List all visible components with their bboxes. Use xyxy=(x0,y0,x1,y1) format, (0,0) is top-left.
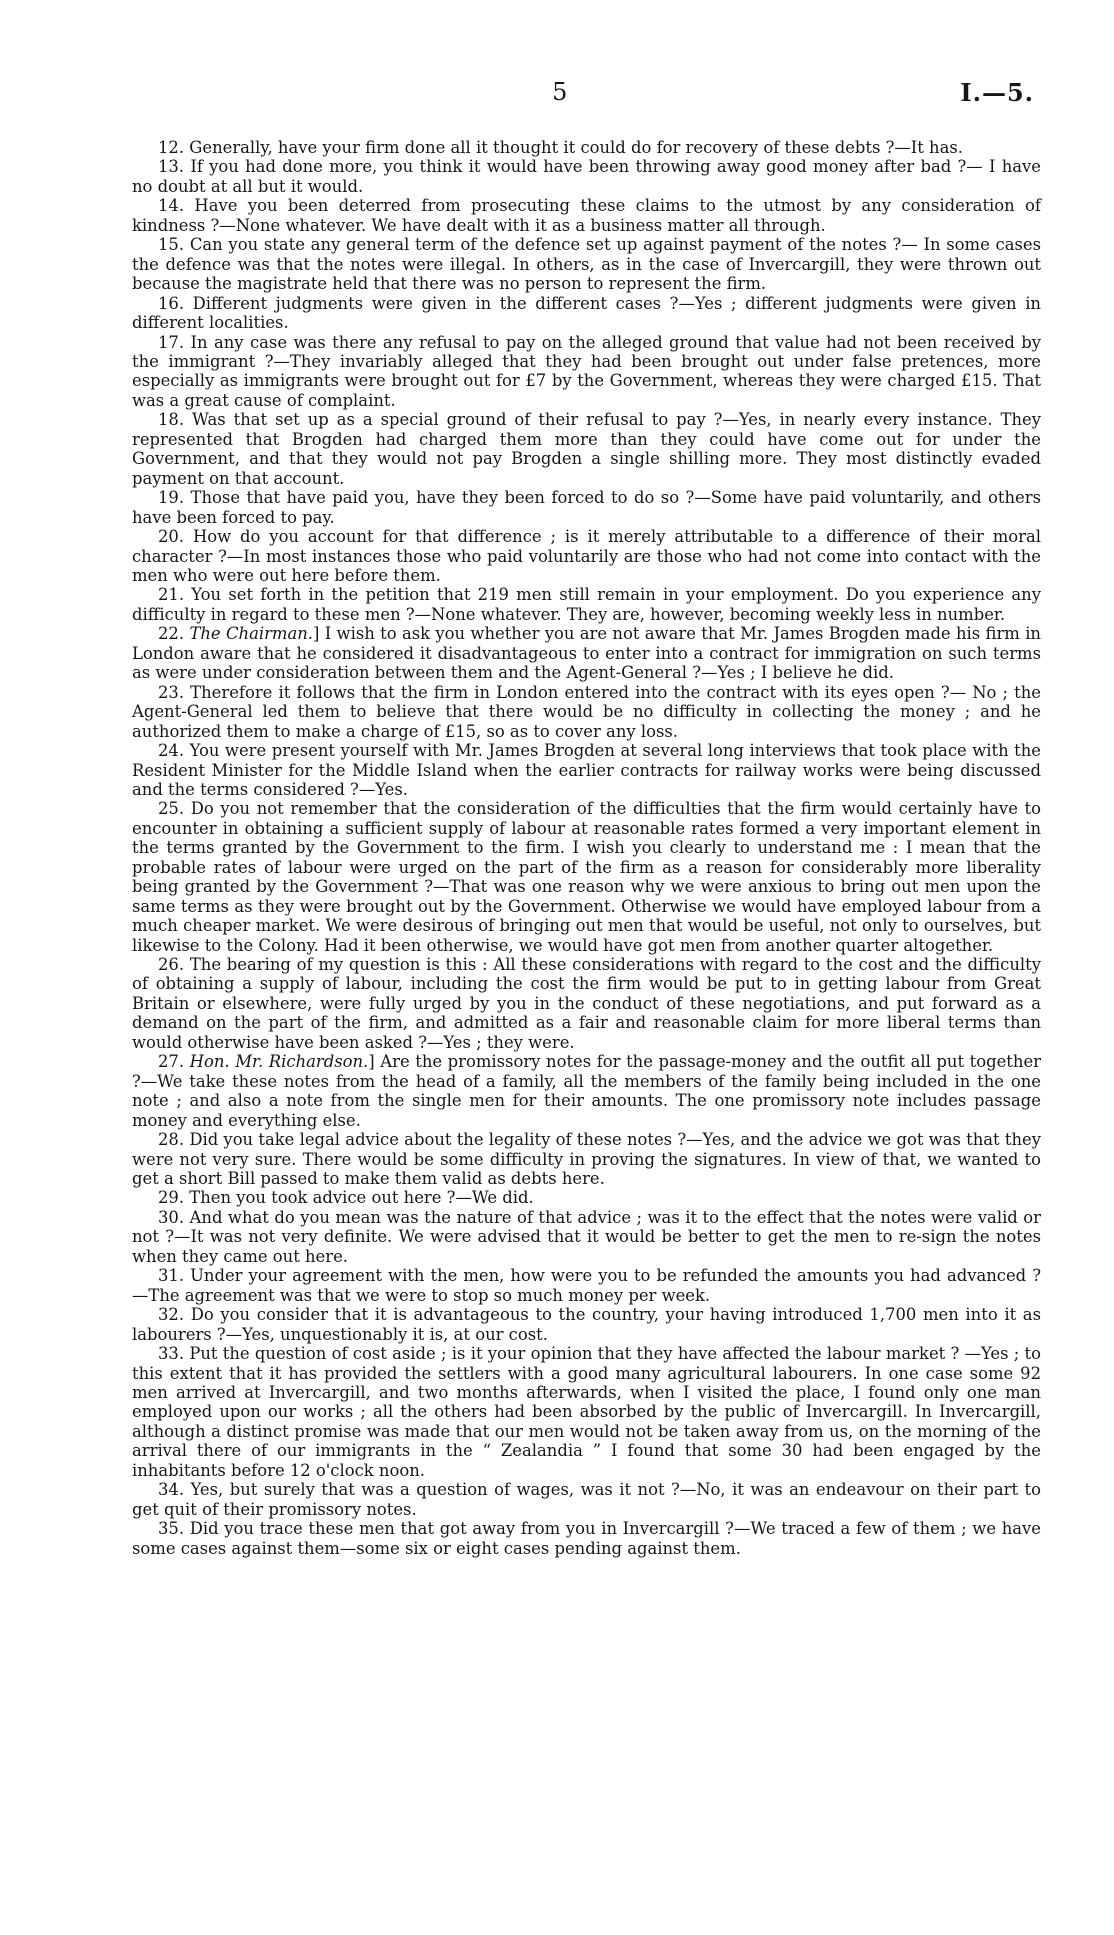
question-number: 27. xyxy=(158,1052,185,1072)
paragraph-q23: 23. Therefore it follows that the firm in London entered into the contract with its eyes open ?— No ; the Agent-General led them to believe that there would be no difficulty in collecting the money ; and he authorized them to make a charge of £15, so as to cover any loss. xyxy=(132,682,1041,741)
paragraph-q19: 19. Those that have paid you, have they been forced to do so ?—Some have paid voluntarily, and others have been forced to pay. xyxy=(132,488,1041,527)
paragraph-q29: 29. Then you took advice out here ?—We did. xyxy=(158,1188,534,1208)
paragraph-q12: 12. Generally, have your firm done all it thought it could do for recovery of these debts ?—It has. xyxy=(158,138,963,157)
evidence-text xyxy=(132,138,1041,1558)
paragraph-q35: 35. Did you trace these men that got away from you in Invercargill ?—We traced a few of them ; we have some cases against them—some six or eight cases pending against them. xyxy=(132,1519,1041,1558)
page-number: 5 xyxy=(552,78,568,106)
speaker-name: The Chairman. xyxy=(189,624,313,644)
paragraph-q15: 15. Can you state any general term of the defence set up against payment of the notes ?— In some cases the defence was that the notes were illegal. In others, as in the case of Invercargill, they were thrown out because the magistrate held that there was no person to represent the firm. xyxy=(132,235,1041,294)
paragraph-q30: 30. And what do you mean was the nature of that advice ; was it to the effect that the notes were valid or not ?—It was not very definite. We were advised that it would be better to get the men to re-sign the notes when they came out here. xyxy=(132,1207,1041,1266)
paragraph-q13: 13. If you had done more, you think it would have been throwing away good money after bad ?— I have no doubt at all but it would. xyxy=(132,157,1041,196)
paragraph-q18: 18. Was that set up as a special ground of their refusal to pay ?—Yes, in nearly every instance. They represented that Brogden had charged them more than they could have come out for under the Government, and that they would not pay Brogden a single shilling more. They most distinctly evaded payment on that account. xyxy=(132,410,1041,488)
paragraph-q14: 14. Have you been deterred from prosecuting these claims to the utmost by any consideration of kindness ?—None whatever. We have dealt with it as a business matter all through. xyxy=(132,196,1041,235)
paragraph-q34: 34. Yes, but surely that was a question of wages, was it not ?—No, it was an endeavour on their part to get quit of their promissory notes. xyxy=(132,1480,1041,1519)
paragraph-q16: 16. Different judgments were given in the different cases ?—Yes ; different judgments were given in different localities. xyxy=(132,293,1041,333)
paragraph-q26: 26. The bearing of my question is this : All these considerations with regard to the cost and the difficulty of obtaining a supply of labour, including the cost the firm would be put to in getting labour from Great Britain or elsewhere, were fully urged by you in the conduct of these negotiations, and put forward as a demand on the part of the firm, and admitted as a fair and reasonable claim for more liberal terms than would otherwise have been asked ?—Yes ; they were. xyxy=(132,955,1041,1052)
paragraph-q27 xyxy=(132,1052,1041,1130)
speaker-name: Hon. Mr. Richardson. xyxy=(189,1052,369,1072)
document-reference: I.—5. xyxy=(960,78,1034,107)
paragraph-q28: 28. Did you take legal advice about the legality of these notes ?—Yes, and the advice we got was that they were not very sure. There would be some difficulty in proving the signatures. In view of that, we wanted to get a short Bill passed to make them valid as debts here. xyxy=(132,1130,1041,1189)
paragraph-q24: 24. You were present yourself with Mr. James Brogden at several long interviews that took place with the Resident Minister for the Middle Island when the earlier contracts for railway works were being discussed and the terms considered ?—Yes. xyxy=(132,741,1041,799)
paragraph-q22 xyxy=(132,624,1041,682)
question-number: 22. xyxy=(158,624,185,644)
paragraph-body: ] I wish to ask you whether you are not aware that Mr. James Brogden made his firm in London aware that he considered it disadvantageous to enter into a contract for immigration on such terms as were under consideration between them and the Agent-General ?—Yes ; I believe he did. xyxy=(132,624,1041,683)
paragraph-q21: 21. You set forth in the petition that 219 men still remain in your employment. Do you experience any difficulty in regard to these men ?—None whatever. They are, however, becoming weekly less in number. xyxy=(132,585,1041,624)
paragraph-q25: 25. Do you not remember that the consideration of the difficulties that the firm would certainly have to encounter in obtaining a sufficient supply of labour at reasonable rates formed a very important element in the terms granted by the Government to the firm. I wish you clearly to understand me : I mean that the probable rates of labour were urged on the part of the firm as a reason for considerably more liberality being granted by the Government ?—That was one reason why we were anxious to bring out men upon the same terms as they were brought out by the Government. Otherwise we would have employed labour from a much cheaper market. We were desirous of bringing out men that would be useful, not only to ourselves, but likewise to the Colony. Had it been otherwise, we would have got men from another quarter altogether. xyxy=(132,799,1041,955)
paragraph-body: ] Are the promissory notes for the passage-money and the outfit all put together ?—We take these notes from the head of a family, all the members of the family being included in the one note ; and also a note from the single men for their amounts. The one promissory note includes passage money and everything else. xyxy=(132,1052,1041,1130)
paragraph-q20: 20. How do you account for that difference ; is it merely attributable to a difference of their moral character ?—In most instances those who paid voluntarily are those who had not come into contact with the men who were out here before them. xyxy=(132,527,1041,585)
paragraph-q33: 33. Put the question of cost aside ; is it your opinion that they have affected the labour market ? —Yes ; to this extent that it has provided the settlers with a good many agricultural labourers. In one case some 92 men arrived at Invercargill, and two months afterwards, when I visited the place, I found only one man employed upon our works ; all the others had been absorbed by the public of Invercargill. In Invercargill, although a distinct promise was made that our men would not be taken away from us, on the morning of the arrival there of our immigrants in the “ Zealandia ” I found that some 30 had been engaged by the inhabitants before 12 o'clock noon. xyxy=(132,1344,1041,1480)
paragraph-q32: 32. Do you consider that it is advantageous to the country, your having introduced 1,700 men into it as labourers ?—Yes, unquestionably it is, at our cost. xyxy=(132,1305,1041,1344)
paragraph-q31: 31. Under your agreement with the men, how were you to be refunded the amounts you had advanced ?—The agreement was that we were to stop so much money per week. xyxy=(132,1266,1041,1305)
paragraph-q17: 17. In any case was there any refusal to pay on the alleged ground that value had not been received by the immigrant ?—They invariably alleged that they had been brought out under false pretences, more especially as immigrants were brought out for £7 by the Government, whereas they were charged £15. That was a great cause of complaint. xyxy=(132,332,1041,410)
